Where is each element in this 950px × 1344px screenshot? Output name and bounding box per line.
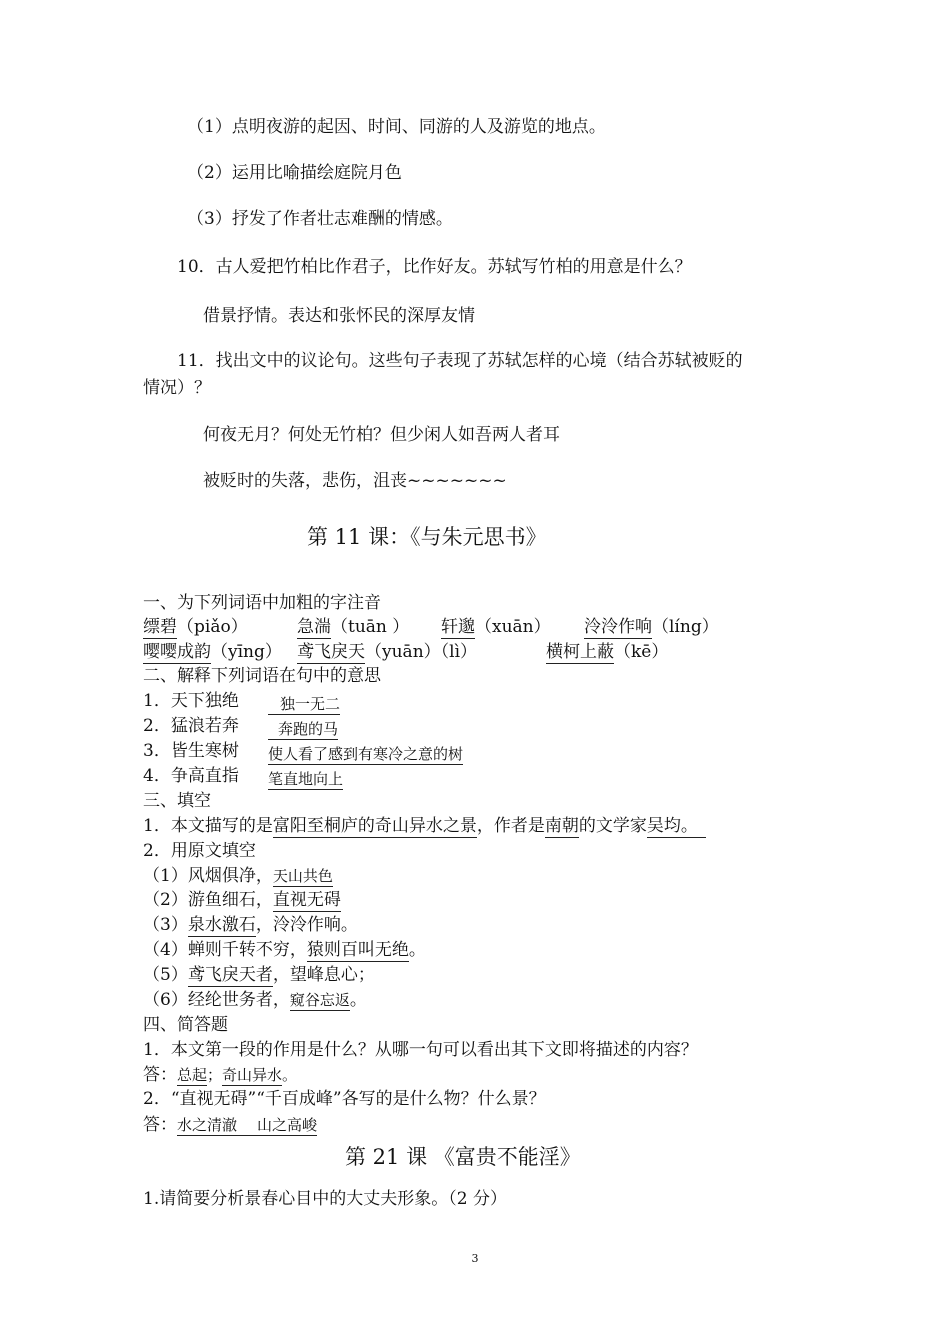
- answer-line: （3）抒发了作者壮志难酬的情感。: [187, 209, 453, 229]
- explain-question: 3．皆生寒树: [143, 741, 239, 761]
- short-question-1: 1．本文第一段的作用是什么？从哪一句可以看出其下文即将描述的内容？: [143, 1040, 698, 1060]
- lesson-11-title: 第 11 课：《与朱元思书》: [307, 525, 547, 549]
- question-11-line2: 情况）？: [143, 378, 211, 398]
- fill-item: （5）鸢飞戾天者，望峰息心；: [143, 965, 375, 985]
- explain-answer: 独一无二: [268, 693, 340, 715]
- lesson-21-question-1: 1.请简要分析景春心目中的大丈夫形象。（2 分）: [143, 1189, 507, 1209]
- pinyin-item: 嘤嘤成韵（yīng）: [143, 642, 282, 662]
- fill-item: （1）风烟俱净，天山共色: [143, 866, 333, 886]
- pinyin-item: 轩邈（xuān）: [441, 617, 551, 637]
- section-heading: 四、简答题: [143, 1015, 228, 1035]
- fill-item: （6）经纶世务者，窥谷忘返。: [143, 990, 367, 1010]
- section-heading: 二、解释下列词语在句中的意思: [143, 666, 381, 686]
- question-11-line1: 11．找出文中的议论句。这些句子表现了苏轼怎样的心境（结合苏轼被贬的: [177, 351, 743, 371]
- lesson-21-title: 第 21 课 《富贵不能淫》: [345, 1145, 581, 1169]
- explain-question: 1．天下独绝: [143, 691, 239, 711]
- explain-question: 2．猛浪若奔: [143, 716, 239, 736]
- explain-question: 4．争高直指: [143, 766, 239, 786]
- section-heading: 一、为下列词语中加粗的字注音: [143, 593, 381, 613]
- pinyin-item: 急湍（tuān ）: [297, 617, 410, 637]
- fill-item: （2）游鱼细石，直视无碍: [143, 890, 341, 910]
- fill-2-heading: 2．用原文填空: [143, 841, 256, 861]
- question-10: 10．古人爱把竹柏比作君子，比作好友。苏轼写竹柏的用意是什么？: [177, 257, 692, 277]
- pinyin-item: 泠泠作响（líng）: [584, 617, 719, 637]
- explain-answer: 笔直地向上: [268, 770, 344, 788]
- answer-line: （2）运用比喻描绘庭院月色: [187, 163, 402, 183]
- pinyin-item: 缥碧（piǎo）: [143, 617, 248, 637]
- explain-answer: 使人看了感到有寒冷之意的树: [268, 745, 464, 763]
- answer-11-b: 被贬时的失落，悲伤，沮丧~~~~~~~: [203, 471, 507, 491]
- page-number: 3: [471, 1252, 479, 1265]
- answer-10: 借景抒情。表达和张怀民的深厚友情: [203, 306, 475, 326]
- explain-answer: 奔跑的马: [268, 718, 338, 740]
- pinyin-item: 横柯上蔽（kē）: [546, 642, 669, 662]
- fill-item: （3）泉水激石，泠泠作响。: [143, 915, 358, 935]
- pinyin-item: 鸢飞戾天（yuān）（lì）: [297, 642, 478, 662]
- short-answer-2: 答：水之清澈 山之高峻: [143, 1115, 318, 1135]
- fill-item: （4）蝉则千转不穷，猿则百叫无绝。: [143, 940, 426, 960]
- short-question-2: 2．“直视无碍”“千百成峰”各写的是什么物？什么景？: [143, 1089, 546, 1109]
- fill-1: 1．本文描写的是富阳至桐庐的奇山异水之景，作者是南朝的文学家吴均。: [143, 815, 706, 837]
- answer-line: （1）点明夜游的起因、时间、同游的人及游览的地点。: [187, 117, 606, 137]
- short-answer-1: 答：总起；奇山异水。: [143, 1065, 298, 1085]
- section-heading: 三、填空: [143, 791, 211, 811]
- answer-11-a: 何夜无月？何处无竹柏？但少闲人如吾两人者耳: [203, 425, 560, 445]
